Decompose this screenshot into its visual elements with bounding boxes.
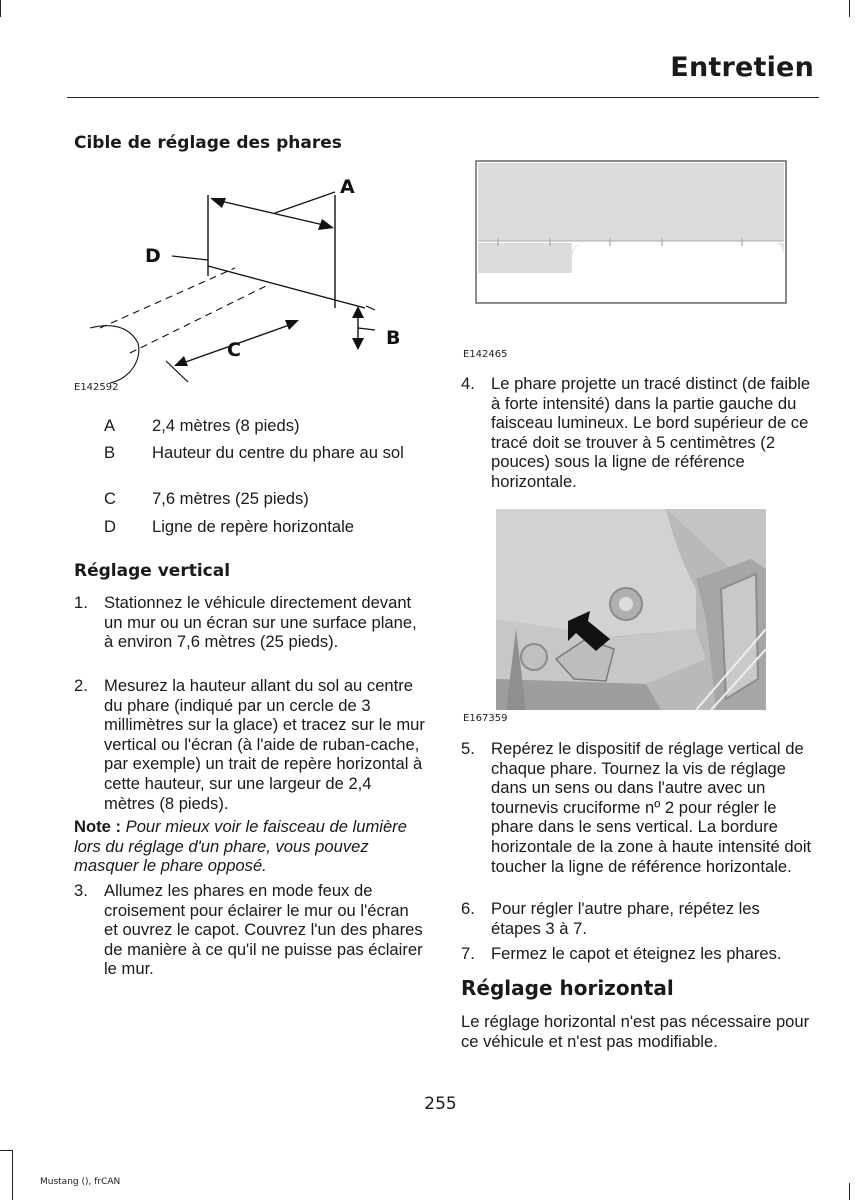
legend-text: 2,4 mètres (8 pieds) <box>152 416 300 435</box>
step-number: 1. <box>74 593 88 612</box>
step-item <box>461 739 817 899</box>
step-item <box>461 944 817 964</box>
legend-row <box>104 489 424 509</box>
page-header-title: Entretien <box>670 52 814 83</box>
step-text: Repérez le dispositif de réglage vertical de chaque phare. Tournez la vis de réglage dans un sens ou dans l'autre avec un tournevis cruciforme nº 2 pour régler le phare dans le sens vertical. La bordure horizontale de la zone à haute intensité doit toucher la ligne de référence horizontale. <box>491 739 812 876</box>
vertical-adjuster-photo <box>496 509 766 710</box>
step-text: Allumez les phares en mode feux de croisement pour éclairer le mur ou l'écran et ouvrez le capot. Couvrez l'un des phares de manière à ce qu'il ne puisse pas éclairer le mur. <box>104 881 423 979</box>
label-d: D <box>145 245 161 267</box>
step-item <box>461 374 817 494</box>
step-number: 7. <box>461 944 475 963</box>
figure-id: E142592 <box>74 382 119 393</box>
label-a: A <box>340 176 355 198</box>
legend-text: Ligne de repère horizontale <box>152 517 355 536</box>
step-item <box>74 676 430 816</box>
step-number: 5. <box>461 739 475 758</box>
vertical-title: Réglage vertical <box>74 561 231 581</box>
step-item <box>74 881 430 981</box>
legend-key: B <box>104 443 116 462</box>
figure-id: E167359 <box>463 713 508 724</box>
legend-row <box>104 517 424 537</box>
legend-key: C <box>104 489 116 508</box>
crop-mark <box>849 1183 850 1200</box>
step-number: 3. <box>74 881 88 900</box>
label-b: B <box>386 327 401 349</box>
step-text: Mesurez la hauteur allant du sol au centre du phare (indiqué par un cercle de 3 millimètres sur la glace) et tracez sur le mur vertical ou l'écran (à l'aide de ruban-cache, par exemple) un trait de repère horizontal à cette hauteur, sur une largeur de 2,4 mètres (8 pieds). <box>104 676 425 813</box>
legend-key: A <box>104 416 116 435</box>
legend-text: 7,6 mètres (25 pieds) <box>152 489 309 508</box>
horizontal-title: Réglage horizontal <box>461 976 674 1000</box>
step-text: Pour régler l'autre phare, répétez les étapes 3 à 7. <box>491 899 760 938</box>
crop-mark <box>0 0 1 17</box>
step-text: Le phare projette un tracé distinct (de faible à forte intensité) dans la partie gauche du faisceau lumineux. Le bord supérieur de ce tracé doit se trouver à 5 centimètres (2 pouces) sous la ligne de référence horizontale. <box>491 374 811 491</box>
step-item <box>461 899 817 939</box>
figure-id: E142465 <box>463 349 508 360</box>
footer-doc: Mustang (), frCAN <box>40 1177 121 1187</box>
step-number: 6. <box>461 899 475 918</box>
headlamp-aiming-diagram <box>70 168 430 398</box>
crop-mark <box>12 1150 13 1200</box>
note-text: Pour mieux voir le faisceau de lumière lors du réglage d'un phare, vous pouvez masquer le phare opposé. <box>74 817 407 876</box>
step-item <box>74 593 430 673</box>
label-c: C <box>227 339 241 361</box>
note-label: Note : <box>74 817 122 836</box>
section-title: Cible de réglage des phares <box>74 133 342 153</box>
step-text: Fermez le capot et éteignez les phares. <box>491 944 782 963</box>
horizontal-text: Le réglage horizontal n'est pas nécessaire pour ce véhicule et n'est pas modifiable. <box>461 1012 810 1051</box>
step-number: 2. <box>74 676 88 695</box>
legend-row <box>104 443 424 483</box>
step-text: Stationnez le véhicule directement devant un mur ou un écran sur une surface plane, à environ 7,6 mètres (25 pieds). <box>104 593 417 652</box>
crop-mark <box>849 0 850 17</box>
page-number: 255 <box>424 1094 457 1114</box>
step-number: 4. <box>461 374 475 393</box>
legend-key: D <box>104 517 116 536</box>
beam-pattern-figure <box>470 158 800 318</box>
legend-row <box>104 416 424 436</box>
legend-text: Hauteur du centre du phare au sol <box>152 443 404 462</box>
note <box>74 817 426 876</box>
crop-mark <box>0 1150 12 1151</box>
header-rule <box>67 97 819 98</box>
